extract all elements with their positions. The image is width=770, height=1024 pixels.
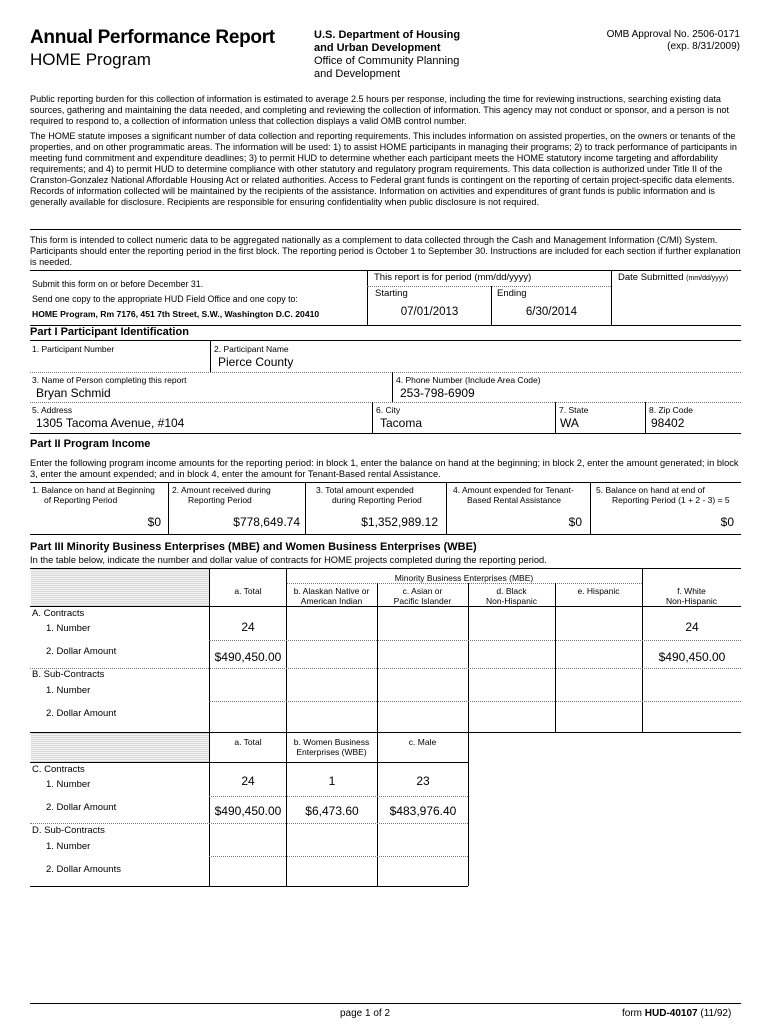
office-line-2: and Development [314, 68, 401, 80]
row-contracts-number: 1. Number [46, 623, 91, 634]
omb-expiration: (exp. 8/31/2009) [667, 41, 740, 52]
amount-received-label [172, 485, 271, 505]
row-w-contracts-dollar: 2. Dollar Amount [46, 802, 117, 813]
mbe-col-alaskan-1: b. Alaskan Native or [293, 586, 370, 596]
row-contracts-dollar: 2. Dollar Amount [46, 646, 117, 657]
part-3-instructions: In the table below, indicate the number and dollar value of contracts for HOME projects completed during the reporting period. [30, 555, 547, 565]
amount-expended-field[interactable]: $1,352,989.12 [361, 515, 438, 529]
state-field[interactable]: WA [560, 416, 579, 430]
form-title: Annual Performance Report [30, 27, 275, 48]
mbe-col-total: a. Total [234, 586, 262, 596]
agency-line-2: and Urban Development [314, 42, 441, 54]
contracts-dollar-total[interactable]: $490,450.00 [214, 650, 282, 664]
participant-name-field[interactable]: Pierce County [218, 355, 294, 369]
program-income-instructions: Enter the following program income amounts for the reporting period: in block 1, enter the balance on hand at the beginning; in block 2, enter the amount generated; in block 3, enter the amount expended; and in block 4, enter the amount for Tenant-Based rental Assistance. [30, 458, 739, 479]
part-3-title: Part III Minority Business Enterprises (MBE) and Women Business Enterprises (WBE) [30, 541, 477, 553]
address-label: 5. Address [32, 405, 73, 415]
state-label: 7. State [559, 405, 589, 415]
participant-number-field[interactable] [30, 356, 210, 370]
amount-received-field[interactable]: $778,649.74 [233, 515, 300, 529]
tbra-expended-label-b: Based Rental Assistance [467, 495, 562, 505]
participant-number-label: 1. Participant Number [32, 344, 115, 354]
city-label: 6. City [376, 405, 401, 415]
city-field[interactable]: Tacoma [380, 416, 423, 430]
tbra-expended-label [453, 485, 574, 505]
ending-label: Ending [497, 288, 527, 299]
wbe-col-women-1: b. Women Business [293, 737, 370, 747]
form-id: HUD-40107 [644, 1008, 698, 1019]
form-subtitle: HOME Program [30, 50, 151, 69]
starting-date-field[interactable]: 07/01/2013 [400, 306, 459, 318]
tbra-expended-field[interactable]: $0 [568, 515, 582, 529]
form-date: (11/92) [700, 1008, 732, 1019]
mbe-col-white-1: f. White [677, 586, 706, 596]
balance-beginning-field[interactable]: $0 [147, 515, 161, 529]
contracts-number-white[interactable]: 24 [685, 620, 699, 634]
preparer-name-label: 3. Name of Person completing this report [32, 375, 187, 385]
date-submitted-field[interactable] [612, 287, 740, 324]
wbe-col-women [286, 737, 377, 757]
mbe-col-white-2: Non-Hispanic [665, 596, 718, 606]
mbe-col-black [468, 586, 555, 606]
contracts-dollar-white[interactable]: $490,450.00 [658, 650, 726, 664]
w-contracts-dollar-total[interactable]: $490,450.00 [214, 804, 282, 818]
mbe-col-alaskan [286, 586, 377, 606]
row-contracts: A. Contracts [32, 608, 85, 619]
w-contracts-dollar-male[interactable]: $483,976.40 [389, 804, 457, 818]
balance-beginning-label [32, 485, 155, 505]
w-contracts-number-wbe[interactable]: 1 [328, 774, 336, 788]
mbe-col-alaskan-2: American Indian [300, 596, 363, 606]
mbe-col-black-1: d. Black [496, 586, 527, 596]
balance-end-label [596, 485, 730, 505]
balance-end-field[interactable]: $0 [720, 515, 734, 529]
w-contracts-dollar-wbe[interactable]: $6,473.60 [305, 804, 359, 818]
address-field[interactable]: 1305 Tacoma Avenue, #104 [36, 416, 185, 430]
amount-received-label-b: Reporting Period [188, 495, 252, 505]
balance-end-label-b: Reporting Period (1 + 2 - 3) = 5 [612, 495, 730, 505]
contracts-number-total[interactable]: 24 [241, 620, 255, 634]
row-w-contracts: C. Contracts [32, 764, 85, 775]
omb-number: OMB Approval No. 2506-0171 [606, 29, 740, 40]
mbe-col-hispanic: e. Hispanic [577, 586, 620, 596]
amount-expended-label-a: 3. Total amount expended [316, 485, 414, 495]
w-contracts-number-total[interactable]: 24 [241, 774, 255, 788]
row-subcontracts: B. Sub-Contracts [32, 669, 105, 680]
mbe-col-asian [377, 586, 468, 606]
period-label: This report is for period (mm/dd/yyyy) [374, 272, 532, 283]
date-submitted-label [618, 273, 728, 284]
balance-end-label-a: 5. Balance on hand at end of [596, 485, 705, 495]
date-submitted-text: Date Submitted [618, 272, 684, 283]
ending-date-field[interactable]: 6/30/2014 [525, 306, 578, 318]
mbe-col-asian-1: c. Asian or [402, 586, 443, 596]
submit-address: HOME Program, Rm 7176, 451 7th Street, S.W., Washington D.C. 20410 [32, 309, 320, 319]
mbe-col-asian-2: Pacific Islander [393, 596, 452, 606]
office-line-1: Office of Community Planning [314, 55, 460, 67]
balance-beginning-label-b: of Reporting Period [44, 495, 118, 505]
wbe-col-male: c. Male [408, 737, 437, 747]
wbe-header-shade [31, 733, 209, 762]
purpose-statement: This form is intended to collect numeric data to be aggregated nationally as a complement to data collected through the Cash and Management Information (C/MI) System. Participants should enter the reporting period in the first block. The reporting period is October 1 to September 30. Instructions are included for each section if further explanation is needed. [30, 235, 741, 267]
balance-beginning-label-a: 1. Balance on hand at Beginning [32, 485, 155, 495]
agency-line-1: U.S. Department of Housing [314, 29, 461, 41]
form-number [622, 1008, 731, 1019]
burden-statement: Public reporting burden for this collection of information is estimated to average 2.5 hours per response, including the time for reviewing instructions, searching existing data sources, gathering and maintaining the data needed, and completing and reviewing the collection of information. This agency may not conduct or sponsor, and a person is not required to respond to, a collection of information unless that collection displays a valid OMB control number. [30, 94, 729, 126]
mbe-group-label: Minority Business Enterprises (MBE) [394, 573, 534, 583]
row-subcontracts-dollar: 2. Dollar Amount [46, 708, 117, 719]
starting-label: Starting [375, 288, 408, 299]
omb-approval [560, 29, 740, 53]
zip-field[interactable]: 98402 [651, 416, 685, 430]
tbra-expended-label-a: 4. Amount expended for Tenant- [453, 485, 574, 495]
wbe-col-women-2: Enterprises (WBE) [296, 747, 367, 757]
phone-label: 4. Phone Number (Include Area Code) [396, 375, 541, 385]
amount-expended-label-b: during Reporting Period [332, 495, 422, 505]
agency-name [314, 29, 460, 55]
submit-deadline: Submit this form on or before December 31. [32, 279, 204, 289]
row-w-subcontracts: D. Sub-Contracts [32, 825, 105, 836]
preparer-name-field[interactable]: Bryan Schmid [36, 386, 111, 400]
submit-instructions: Send one copy to the appropriate HUD Field Office and one copy to: [32, 294, 298, 304]
zip-label: 8. Zip Code [649, 405, 693, 415]
mbe-col-white [642, 586, 741, 606]
mbe-header-shade [31, 569, 209, 606]
row-w-subcontracts-dollar: 2. Dollar Amounts [46, 864, 121, 875]
date-submitted-hint: (mm/dd/yyyy) [686, 275, 729, 282]
row-w-contracts-number: 1. Number [46, 779, 91, 790]
form-prefix: form [622, 1008, 642, 1019]
w-contracts-number-male[interactable]: 23 [416, 774, 430, 788]
row-w-subcontracts-number: 1. Number [46, 841, 91, 852]
wbe-col-total: a. Total [234, 737, 262, 747]
row-subcontracts-number: 1. Number [46, 685, 91, 696]
part-2-title: Part II Program Income [30, 438, 151, 450]
office-name [314, 55, 459, 81]
mbe-col-black-2: Non-Hispanic [485, 596, 538, 606]
statute-statement: The HOME statute imposes a significant number of data collection and reporting requirements. This includes information on assisted properties, on the owners or tenants of the properties, and on other programmatic areas. The information will be used: 1) to assist HOME participants in managing their programs; 2) to track performance of participants in meeting fund commitment and expenditure deadlines; 3) to permit HUD to determine whether each participant meets the HOME statutory income targeting and affordability requirements; and 4) to permit HUD to determine compliance with other statutory and regulatory program requirements. This data collection is authorized under Title II of the Cranston-Gonzalez National Affordable Housing Act or related authorities. Access to Federal grant funds is contingent on the reporting of certain project-specific data elements. Records of information collected will be maintained by the recipients of the assistance. Information on activities and expenditures of grant funds is public information and is generally available for disclosure. Recipients are responsible for ensuring confidentiality when public disclosure is not required. [30, 131, 737, 207]
amount-received-label-a: 2. Amount received during [172, 485, 271, 495]
part-1-title: Part I Participant Identification [30, 326, 189, 338]
participant-name-label: 2. Participant Name [214, 344, 289, 354]
amount-expended-label [316, 485, 422, 505]
page-number: page 1 of 2 [340, 1008, 391, 1019]
phone-field[interactable]: 253-798-6909 [400, 386, 475, 400]
